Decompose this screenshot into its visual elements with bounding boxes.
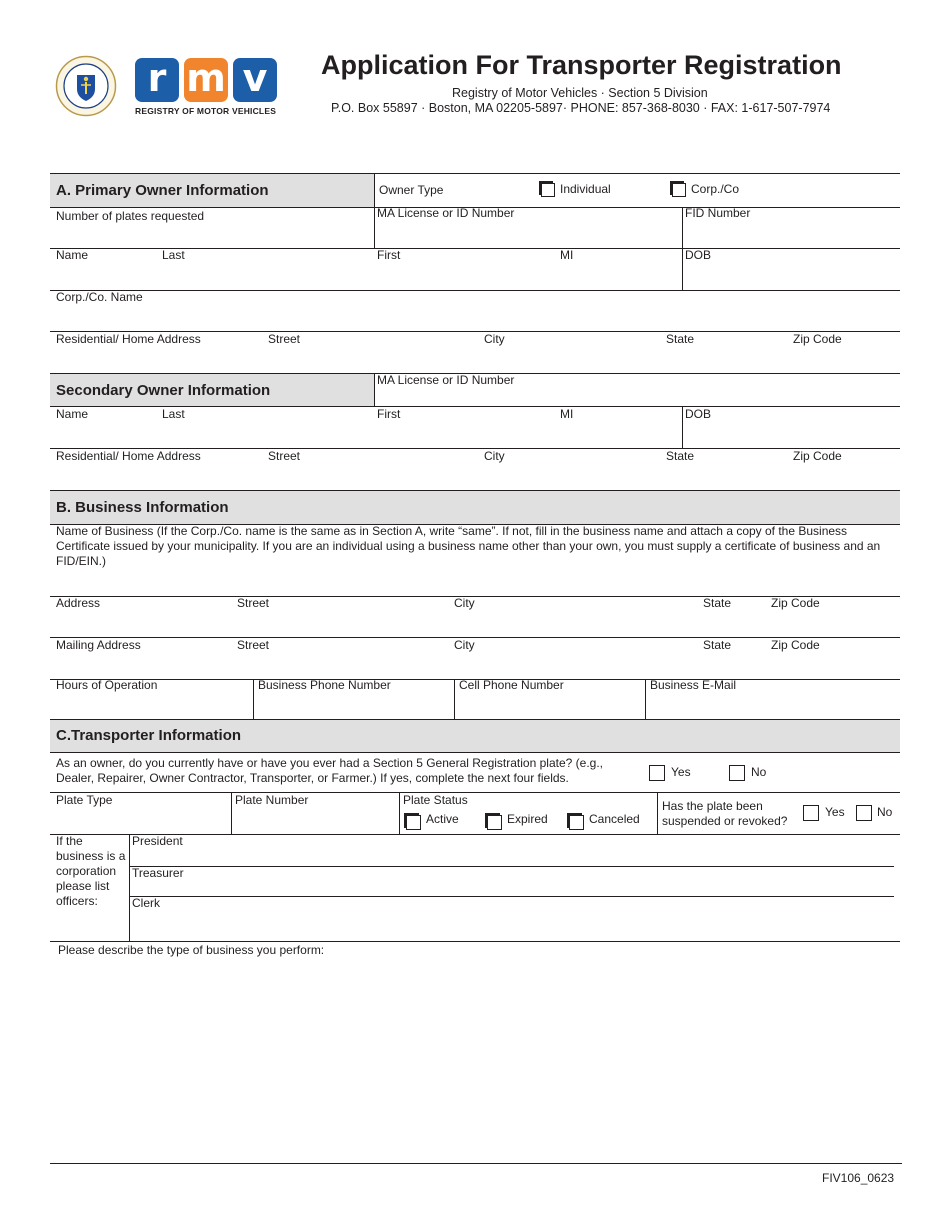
name-label: Name [56,248,89,262]
plate-question-no-checkbox[interactable] [729,765,745,781]
mailing-address-label: Mailing Address [56,638,141,652]
hours-field[interactable]: Hours of Operation [56,678,158,692]
owner-type-label: Owner Type [379,183,444,197]
mailing-state-field[interactable]: State [703,638,732,652]
form-id: FIV106_0623 [822,1171,895,1185]
plate-number-field[interactable]: Plate Number [235,793,309,807]
plate-question-yes-label: Yes [671,765,691,779]
secondary-last-name-field[interactable]: Last [162,407,185,421]
treasurer-field[interactable]: Treasurer [132,866,184,880]
business-description-field[interactable]: Please describe the type of business you perform: [58,943,325,957]
plates-requested-field[interactable]: Number of plates requested [56,209,205,223]
owner-type-individual-checkbox[interactable] [541,183,555,197]
subtitle: Registry of Motor Vehicles · Section 5 Division [452,86,708,100]
secondary-ma-license-field[interactable]: MA License or ID Number [377,373,515,387]
plate-type-field[interactable]: Plate Type [56,793,113,807]
secondary-owner-heading: Secondary Owner Information [56,382,271,399]
plate-status-canceled-label: Canceled [589,812,640,826]
plate-question-yes-checkbox[interactable] [649,765,665,781]
section-b-heading: B. Business Information [56,499,229,516]
mailing-zip-field[interactable]: Zip Code [771,638,820,652]
secondary-name-label: Name [56,407,89,421]
residential-address-label: Residential/ Home Address [56,332,201,346]
secondary-mi-field[interactable]: MI [560,407,574,421]
business-phone-field[interactable]: Business Phone Number [258,678,391,692]
contact-info: P.O. Box 55897 · Boston, MA 02205-5897· PHONE: 857-368-8030 · FAX: 1-617-507-7974 [331,101,831,115]
last-name-field[interactable]: Last [162,248,185,262]
dob-field[interactable]: DOB [685,248,712,262]
cell-phone-field[interactable]: Cell Phone Number [459,678,564,692]
business-address-label: Address [56,596,101,610]
state-field[interactable]: State [666,332,695,346]
mailing-city-field[interactable]: City [454,638,475,652]
business-email-field[interactable]: Business E-Mail [650,678,737,692]
plate-status-label: Plate Status [403,793,468,807]
suspended-no-label: No [877,805,893,819]
rmv-logo-caption: REGISTRY OF MOTOR VEHICLES [135,106,277,116]
business-zip-field[interactable]: Zip Code [771,596,820,610]
rmv-logo-v: v [233,58,277,102]
plate-status-active-checkbox[interactable] [406,815,421,830]
business-city-field[interactable]: City [454,596,475,610]
secondary-dob-field[interactable]: DOB [685,407,712,421]
section-a-heading: A. Primary Owner Information [56,182,269,199]
mi-field[interactable]: MI [560,248,574,262]
secondary-street-field[interactable]: Street [268,449,301,463]
first-name-field[interactable]: First [377,248,401,262]
secondary-residential-address-label: Residential/ Home Address [56,449,201,463]
page-title: Application For Transporter Registration [321,50,842,80]
rmv-logo-r: r [135,58,179,102]
officers-label: If the business is a corporation please list officers: [56,834,126,908]
suspended-yes-label: Yes [825,805,845,819]
business-state-field[interactable]: State [703,596,732,610]
business-street-field[interactable]: Street [237,596,270,610]
secondary-first-name-field[interactable]: First [377,407,401,421]
ma-license-field[interactable]: MA License or ID Number [377,206,515,220]
plate-question-no-label: No [751,765,767,779]
plate-status-active-label: Active [426,812,459,826]
president-field[interactable]: President [132,834,183,848]
suspended-yes-checkbox[interactable] [803,805,819,821]
secondary-city-field[interactable]: City [484,449,505,463]
plate-status-expired-label: Expired [507,812,548,826]
secondary-zip-field[interactable]: Zip Code [793,449,842,463]
owner-type-corp-checkbox[interactable] [672,183,686,197]
business-name-instructions[interactable]: Name of Business (If the Corp./Co. name is the same as in Section A, write “same”. If not, fill in the business name and attach a copy of the Business Certificate issued by your municipality. If you are an individual using a business name other than your own, you must supply a certificate of business and an FID/EIN.) [56,524,881,568]
plate-status-expired-checkbox[interactable] [487,815,502,830]
suspended-no-checkbox[interactable] [856,805,872,821]
street-field[interactable]: Street [268,332,301,346]
rmv-logo-m: m [184,58,228,102]
owner-type-corp-label: Corp./Co [691,182,740,196]
state-seal [55,55,117,117]
fid-number-field[interactable]: FID Number [685,206,751,220]
section5-plate-question: As an owner, do you currently have or have you ever had a Section 5 General Registration plate? (e.g., Dealer, Repairer, Owner Contractor, Transporter, or Farmer.) If yes, complete the next four fields. [56,756,603,785]
suspended-question: Has the plate been suspended or revoked? [662,799,788,828]
secondary-state-field[interactable]: State [666,449,695,463]
plate-status-canceled-checkbox[interactable] [569,815,584,830]
zip-field[interactable]: Zip Code [793,332,842,346]
clerk-field[interactable]: Clerk [132,896,161,910]
city-field[interactable]: City [484,332,505,346]
mailing-street-field[interactable]: Street [237,638,270,652]
corp-name-field[interactable]: Corp./Co. Name [56,290,143,304]
owner-type-individual-label: Individual [560,182,611,196]
section-c-heading: C.Transporter Information [56,727,242,744]
